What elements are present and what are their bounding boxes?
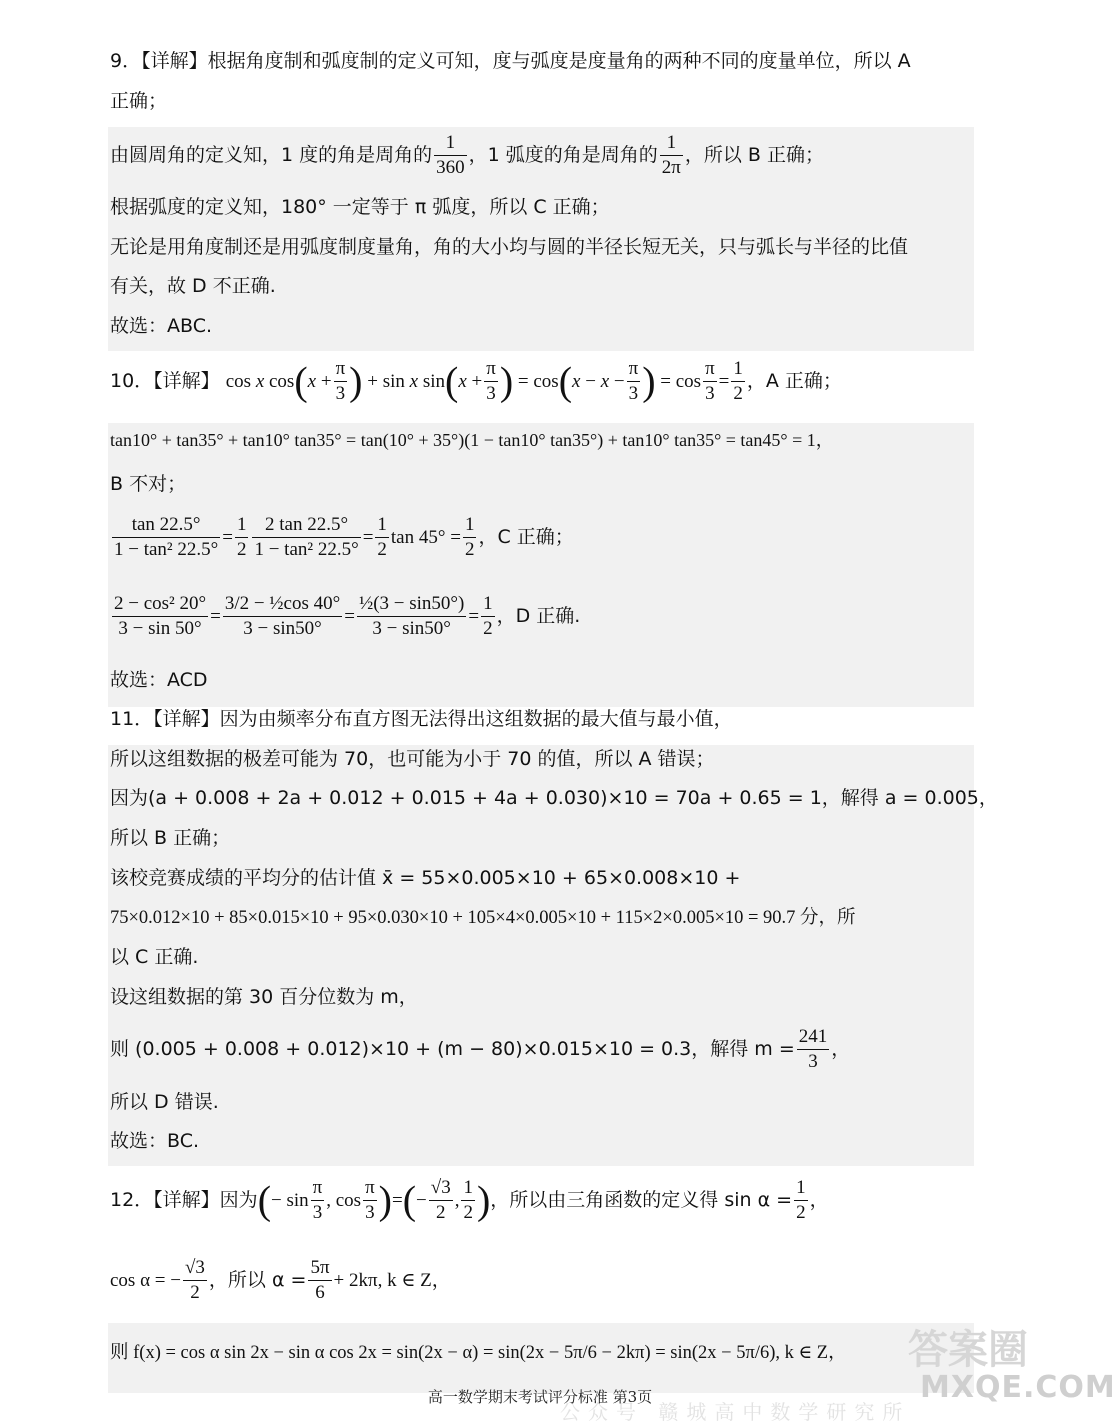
q12-line-1: 12．【详解】因为(− sin $\frac{\pi}{3}$ , cos $\frac{\pi}{3}$ )=(− $\frac{√3}{2}$ , $\frac{1}{2}$ )，所以由三角函数的定义得 sin α = $\frac{1}{2}$ ，: [110, 1177, 829, 1223]
q9-line-5: 无论是用角度制还是用弧度制度量角，角的大小均与圆的半径长短无关，只与弧长与半径的比值: [110, 236, 909, 258]
q11-line-7: 以 C 正确.: [110, 946, 199, 968]
watermark-public: 公众号 赣城高中数学研究所: [560, 1400, 911, 1424]
q9-line-2: 正确；: [110, 90, 168, 112]
q11-line-8: 设这组数据的第 30 百分位数为 m，: [110, 986, 418, 1008]
fraction-1-2pi: $\frac{1}{2\pi}$: [661, 132, 681, 178]
q12-line-2: cos α = − $\frac{√3}{2}$ ，所以 α = $\frac{5\pi}{6}$ + 2kπ, k ∈ Z，: [110, 1257, 451, 1303]
q9-line-3: 由圆周角的定义知，1 度的角是周角的 $\frac{1}{360}$ ，1 弧度的角是周角的 $\frac{1}{2\pi}$ ，所以 B 正确；: [110, 132, 824, 178]
q11-line-10: 所以 D 错误.: [110, 1091, 219, 1113]
watermark-stamp: 答案圈: [908, 1326, 1028, 1373]
fraction-1-360: $\frac{1}{360}$: [436, 132, 465, 178]
q11-line-6: 75×0.012×10 + 85×0.015×10 + 95×0.030×10 + 105×4×0.005×10 + 115×2×0.005×10 = 90.7 分，所: [110, 908, 856, 928]
q9-answer: 故选：ABC.: [110, 315, 213, 337]
q10-line-3: B 不对；: [110, 473, 187, 495]
q10-answer: 故选：ACD: [110, 669, 208, 691]
q11-line-3: 因为(a + 0.008 + 2a + 0.012 + 0.015 + 4a + 0.030)×10 = 70a + 0.65 = 1，解得 a = 0.005，: [110, 787, 998, 809]
q11-answer: 故选：BC.: [110, 1130, 200, 1152]
shade-block-q10: [108, 423, 974, 707]
q10-line-4: $\frac{\tan 22.5^\circ}{\text{1 − tan² 22.5°}}$ = $\frac{1}{2}$ $\frac{2 \tan 22.5^\circ}{\text{1 − tan² 22.5°}}$ = $\frac{1}{2}$ tan 45° = $\frac{1}{2}$ ，C 正确；: [114, 514, 574, 560]
q11-line-9: 则 (0.005 + 0.008 + 0.012)×10 + (m − 80)×0.015×10 = 0.3，解得 m = $\frac{241}{3}$ ，: [110, 1026, 851, 1072]
q12-line-3: 则 f(x) = cos α sin 2x − sin α cos 2x = sin(2x − α) = sin(2x − 5π/6 − 2kπ) = sin(2x − 5π/6), k ∈ Z，: [110, 1343, 847, 1363]
q9-line-1: 9．【详解】根据角度制和弧度制的定义可知，度与弧度是度量角的两种不同的度量单位，所以 A: [110, 50, 911, 72]
watermark-site: MXQE.COM: [920, 1370, 1116, 1405]
page-footer: 高一数学期末考试评分标准 第3页: [427, 1388, 653, 1406]
q11-line-2: 所以这组数据的极差可能为 70，也可能为小于 70 的值，所以 A 错误；: [110, 748, 715, 770]
q11-line-1: 11．【详解】因为由频率分布直方图无法得出这组数据的最大值与最小值，: [110, 708, 733, 730]
q11-line-4: 所以 B 正确；: [110, 827, 231, 849]
q10-line-1: 10．【详解】 cos x cos(x + $\frac{\pi}{3}$ ) + sin x sin(x + $\frac{\pi}{3}$ ) = cos(x − x − $\frac{\pi}{3}$ ) = cos $\frac{\pi}{3}$ = $\frac{1}{2}$ ，A 正确；: [110, 358, 842, 404]
q9-line-4: 根据弧度的定义知，180° 一定等于 π 弧度，所以 C 正确；: [110, 196, 610, 218]
q9-line-6: 有关，故 D 不正确.: [110, 275, 276, 297]
q10-line-5: $\frac{\text{2 − cos² 20°}}{3 - \sin 50^\circ}$ = $\frac{\text{3/2 − ½cos 40°}}{3 - \sin 50^\circ}$ = $\frac{\text{½(3 − sin50°)}}{3 - \sin 50^\circ}$ = $\frac{1}{2}$ ，D 正确.: [114, 593, 581, 639]
q11-line-5: 该校竞赛成绩的平均分的估计值 x̄ = 55×0.005×10 + 65×0.008×10 +: [110, 867, 741, 889]
fraction-241-3: $\frac{241}{3}$: [798, 1026, 828, 1072]
q10-line-2: tan10° + tan35° + tan10° tan35° = tan(10° + 35°)(1 − tan10° tan35°) + tan10° tan35° = tan45° = 1，: [110, 430, 834, 450]
